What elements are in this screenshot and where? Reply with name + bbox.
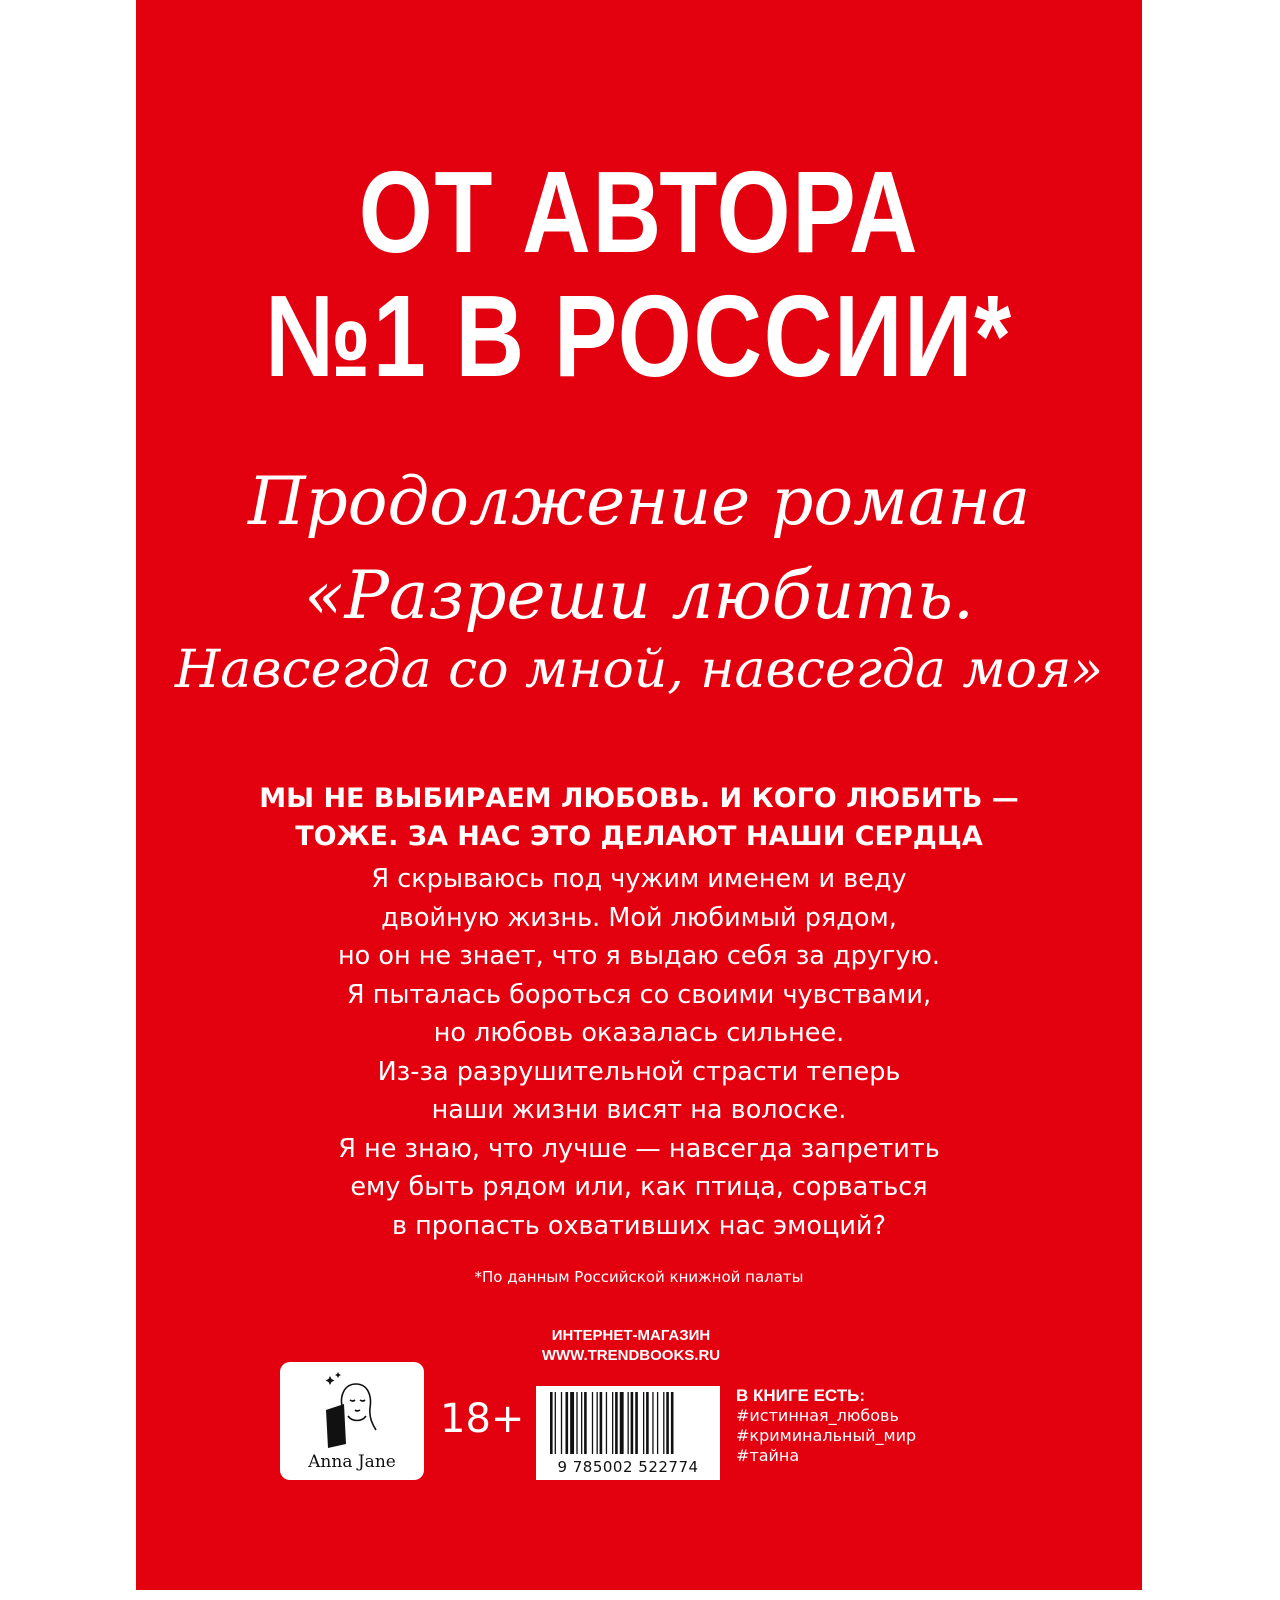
features-title: В КНИГЕ ЕСТЬ: bbox=[736, 1386, 866, 1405]
feature-tag: #истинная_любовь bbox=[736, 1406, 899, 1425]
barcode bbox=[536, 1386, 720, 1480]
sequel-line-3: Навсегда со мной, навсегда моя» bbox=[174, 640, 1104, 700]
shop-label: ИНТЕРНЕТ-МАГАЗИН bbox=[551, 1327, 711, 1344]
shop-url: WWW.TRENDBOOKS.RU bbox=[541, 1347, 721, 1364]
blurb-line: в пропасть охвативших нас эмоций? bbox=[391, 1210, 887, 1241]
barcode-icon bbox=[550, 1392, 706, 1454]
imprint-name: Anna Jane bbox=[308, 1452, 396, 1472]
headline-line-1: ОТ АВТОРА bbox=[358, 147, 920, 277]
sequel-line-2: «Разреши любить. bbox=[304, 557, 974, 634]
age-rating: 18+ bbox=[440, 1396, 525, 1442]
blurb-line: но он не знает, что я выдаю себя за другую. bbox=[337, 941, 941, 971]
online-shop bbox=[536, 1326, 726, 1366]
feature-tag: #тайна bbox=[736, 1446, 800, 1465]
tagline bbox=[136, 780, 1142, 856]
blurb-line: двойную жизнь. Мой любимый рядом, bbox=[381, 902, 897, 933]
blurb-line: но любовь оказалась сильнее. bbox=[433, 1018, 845, 1048]
publisher-logo bbox=[280, 1362, 424, 1480]
isbn-number: 9 785002 522774 bbox=[557, 1458, 699, 1476]
blurb bbox=[136, 860, 1142, 1245]
blurb-line: наши жизни висят на волоске. bbox=[431, 1095, 847, 1125]
tagline-line-2: ТОЖЕ. ЗА НАС ЭТО ДЕЛАЮТ НАШИ СЕРДЦА bbox=[295, 821, 983, 852]
blurb-line: Из-за разрушительной страсти теперь bbox=[377, 1056, 901, 1087]
footnote: *По данным Российской книжной палаты bbox=[474, 1268, 804, 1286]
tagline-line-1: МЫ НЕ ВЫБИРАЕМ ЛЮБОВЬ. И КОГО ЛЮБИТЬ — bbox=[259, 783, 1019, 814]
sequel-line-1: Продолжение романа bbox=[247, 463, 1031, 540]
blurb-line: ему быть рядом или, как птица, сорваться bbox=[350, 1172, 928, 1202]
blurb-line: Я пыталась бороться со своими чувствами, bbox=[346, 979, 932, 1010]
feature-tag: #криминальный_мир bbox=[736, 1426, 917, 1445]
headline-line-2: №1 В РОССИИ* bbox=[265, 271, 1013, 401]
blurb-line: Я скрываюсь под чужим именем и веду bbox=[371, 864, 907, 894]
book-features bbox=[736, 1386, 916, 1466]
blurb-line: Я не знаю, что лучше — навсегда запретить bbox=[338, 1133, 940, 1164]
book-back-cover bbox=[136, 0, 1142, 1590]
girl-with-book-icon bbox=[322, 1370, 384, 1450]
